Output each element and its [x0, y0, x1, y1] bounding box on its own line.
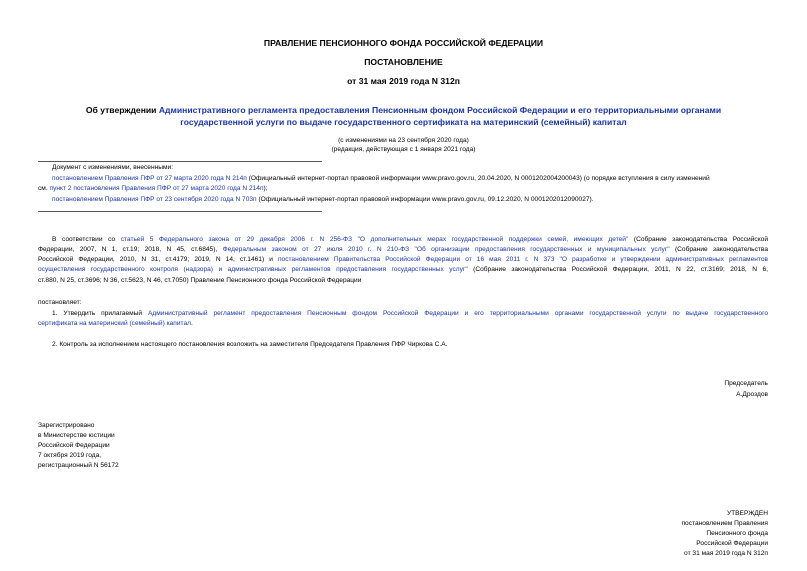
government-resolution-373-link-cont[interactable]: осуществления государственного контроля (надзора) и административных регламентов предоставления государственных услуг" [38, 266, 468, 273]
law-210-link[interactable]: Федеральным законом от 27 июля 2010 г. N 210-ФЗ "Об организации предоставления государственных и муниципальных услуг" [222, 246, 670, 253]
preamble-l2-pre: Федерации, 2007, N 1, ст.19; 2018, N 45, ст.6845), [38, 246, 223, 253]
resolves-text: постановляет: [38, 299, 82, 306]
preamble-line-5: ст.880, N 25, ст.3696; N 36, ст.5623, N 46, ст.7050) Правление Пенсионного фонда Российской Федерации [38, 277, 362, 284]
approved-l1: УТВЕРЖДЕН [726, 510, 768, 517]
preamble-line-1 [52, 235, 768, 246]
law-256-link[interactable]: статьей 5 Федерального закона от 29 декабря 2006 г. N 256-ФЗ "О дополнительных мерах государственной поддержки семей, имеющих детей" [120, 236, 629, 243]
title-prefix: Об утверждении [85, 105, 159, 115]
amendment-2 [52, 195, 594, 206]
signatory-position: Председатель [724, 380, 768, 387]
amendment-1-link[interactable]: постановлением Правления ПФР от 27 марта 2020 года N 214п [52, 175, 247, 182]
registration-l2: в Министерстве юстиции [38, 432, 115, 439]
amendment-1-cont [38, 184, 268, 195]
amendment-1-cont-post: ); [263, 185, 268, 192]
doc-date-number: от 31 мая 2019 года N 312п [347, 76, 460, 86]
preamble-line-3 [38, 255, 768, 266]
item-1-post: . [191, 320, 193, 327]
approved-regulation-link[interactable]: Административный регламент предоставления Пенсионным фондом Российской Федерации и его территориальными органами государственной услуги по выдаче государственного [147, 310, 768, 317]
item-1-line-2 [38, 319, 193, 330]
amendment-2-link[interactable]: постановлением Правления ПФР от 23 сентября 2020 года N 703п [52, 196, 257, 203]
item-2: 2. Контроль за исполнением настоящего постановления возложить на заместителя Председателя Правления ПФР Чиркова С.А. [52, 341, 448, 348]
government-resolution-373-link[interactable]: постановлением Правительства Российской Федерации от 16 мая 2011 г. N 373 "О разработке и утверждении административных регламентов [277, 256, 769, 263]
approved-l5: от 31 мая 2019 года N 312п [684, 550, 768, 557]
amendment-1-cont-pre: см. [38, 185, 50, 192]
preamble-l1-post: (Собрание законодательства Российской [628, 236, 768, 243]
title-regulation-link-cont[interactable]: государственной услуги по выдаче государственного сертификата на материнский (семейный) капитал [180, 117, 627, 127]
item-1-pre: 1. Утвердить прилагаемый [52, 310, 148, 317]
revision-edition: (редакция, действующая с 1 января 2021 года) [331, 146, 476, 153]
divider-top [38, 161, 322, 162]
org-heading: ПРАВЛЕНИЕ ПЕНСИОННОГО ФОНДА РОССИЙСКОЙ ФЕДЕРАЦИИ [263, 38, 544, 48]
title-regulation-link[interactable]: Административного регламента предоставления Пенсионным фондом Российской Федерации и его территориальными органами [158, 105, 722, 115]
preamble-l4-post: (Собрание законодательства Российской Федерации, 2011, N 22, ст.3169; 2018, N 6, [467, 266, 769, 273]
divider-bottom [38, 211, 322, 212]
registration-l1: Зарегистрировано [38, 422, 95, 429]
item-1-line-1 [52, 309, 768, 320]
preamble-line-2 [38, 245, 768, 256]
amendment-1-clause-link[interactable]: пункт 2 постановления Правления ПФР от 27 марта 2020 года N 214п [49, 185, 264, 192]
revision-changes: (с изменениями на 23 сентября 2020 года) [338, 137, 469, 144]
preamble-l1-pre: В соответствии со [52, 236, 121, 243]
doc-type-heading: ПОСТАНОВЛЕНИЕ [364, 57, 443, 67]
registration-l4: 7 октября 2019 года, [38, 452, 102, 459]
approved-l2: постановлением Правления [681, 520, 768, 527]
registration-l5: регистрационный N 56172 [38, 462, 119, 469]
amendment-2-text: (Официальный интернет-портал правовой информации www.pravo.gov.ru, 09.12.2020, N 0001202012090027). [256, 196, 594, 203]
preamble-l3-pre: Российской Федерации, 2010, N 31, ст.4179; 2019, N 14, ст.1461) и [38, 256, 278, 263]
doc-title-line-1 [0, 104, 807, 116]
preamble-line-4 [38, 265, 768, 276]
amendment-1-text: (Официальный интернет-портал правовой информации www.pravo.gov.ru, 20.04.2020, N 0001202004200043) (о порядке вступления в силу изменений [246, 175, 710, 182]
signatory-name: А.Дроздов [736, 391, 768, 398]
approved-l4: Российской Федерации [696, 540, 768, 547]
approved-l3: Пенсионного фонда [706, 530, 768, 537]
registration-l3: Российской Федерации [38, 442, 110, 449]
amendments-intro: Документ с изменениями, внесенными: [52, 164, 174, 171]
preamble-l2-post: (Собрание законодательства [669, 246, 768, 253]
amendment-1 [52, 174, 710, 185]
approved-regulation-link-cont[interactable]: сертификата на материнский (семейный) капитал [38, 320, 192, 327]
